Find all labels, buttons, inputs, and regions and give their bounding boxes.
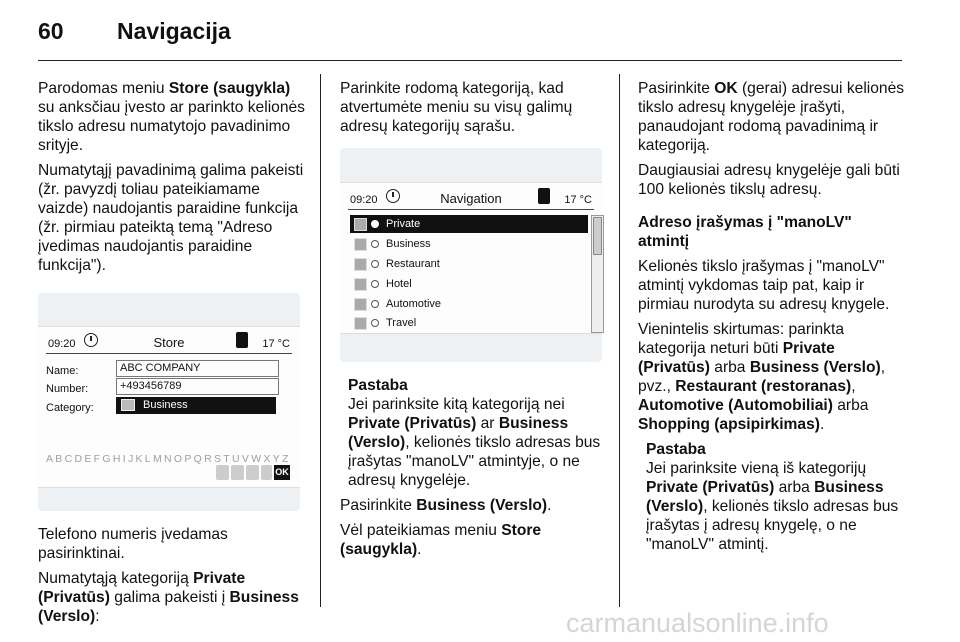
paragraph: Pasirinkite Business (Verslo). <box>340 497 552 514</box>
category-item-travel[interactable]: Travel <box>350 314 588 332</box>
paragraph: Kelionės tikslo įrašymas į "manoLV" atmintį vykdomas taip pat, kaip ir pirmiau nurodyta su adresų knygele. <box>638 258 890 313</box>
note-text: Jei parinksite vieną iš kategorijų Private (Privatūs) arba Business (Verslo), kelionės tikslo adresas bus įrašytas į adresų knygelę, o ne "manoLV" atmintį. <box>646 460 899 553</box>
paragraph: Numatytąją kategoriją Private (Privatūs) galima pakeisti į Business (Verslo): <box>38 570 299 625</box>
category-item-business[interactable]: Business <box>350 235 588 253</box>
category-icon <box>354 317 367 330</box>
category-icon <box>354 218 367 231</box>
column-1 <box>38 79 306 632</box>
clock-time: 09:20 <box>48 338 76 350</box>
paragraph: Parodomas meniu Store (saugykla) su anksčiau įvesto ar parinkto kelionės tikslo adresu numatytojo pavadinimo srityje. <box>38 80 305 154</box>
note <box>348 376 608 490</box>
column-divider-1 <box>320 74 321 607</box>
column-2 <box>340 79 608 565</box>
category-icon <box>354 298 367 311</box>
paragraph: Telefono numeris įvedamas pasirinktinai. <box>38 526 228 562</box>
category-item-private[interactable]: Private <box>350 215 588 233</box>
note <box>646 440 906 554</box>
paragraph: Parinkite rodomą kategoriją, kad atvertumėte meniu su visų galimų adresų kategorijų sąrašu. <box>340 80 573 135</box>
name-label: Name: <box>46 365 79 377</box>
paragraph: Pasirinkite OK (gerai) adresui kelionės tikslo adresų knygelėje įrašyti, panaudojant rodomą pavadinimą ir kategoriją. <box>638 80 905 154</box>
radio-icon <box>371 240 379 248</box>
category-selector[interactable]: Business <box>116 397 276 414</box>
temperature: 17 °C <box>564 194 592 206</box>
page-title: Navigacija <box>117 18 231 44</box>
radio-icon <box>371 220 379 228</box>
store-screenshot <box>38 293 300 511</box>
number-label: Number: <box>46 383 89 395</box>
column-3 <box>638 79 906 560</box>
temperature: 17 °C <box>262 338 290 350</box>
number-field[interactable]: +493456789 <box>116 378 279 395</box>
alphabet-keys[interactable]: ABCDEFGHIJKLMNOPQRSTUVWXYZ <box>46 453 291 465</box>
clock-time: 09:20 <box>350 194 378 206</box>
category-icon <box>121 399 135 411</box>
radio-icon <box>371 300 379 308</box>
store-screen <box>38 326 300 488</box>
footer-watermark: carmanualsonline.info <box>566 608 829 638</box>
note-title: Pastaba <box>348 377 408 394</box>
scrollbar[interactable] <box>591 215 604 333</box>
category-item-hotel[interactable]: Hotel <box>350 275 588 293</box>
category-row <box>46 397 276 414</box>
radio-icon <box>371 260 379 268</box>
radio-icon <box>371 319 379 327</box>
header-rule <box>38 60 902 61</box>
shift-icon[interactable] <box>216 465 229 480</box>
keyboard-mode-icon[interactable] <box>261 465 272 480</box>
navigation-screen <box>340 182 602 334</box>
category-item-automotive[interactable]: Automotive <box>350 295 588 313</box>
name-row <box>46 360 276 377</box>
section-heading: Adreso įrašymas į "manoLV" atmintį <box>638 214 852 250</box>
page-number: 60 <box>38 18 64 44</box>
backspace-icon[interactable] <box>246 465 259 480</box>
thermometer-icon <box>236 332 248 348</box>
status-bar <box>46 331 292 354</box>
ok-button[interactable]: OK <box>274 465 290 480</box>
paragraph: Vėl pateikiamas meniu Store (saugykla). <box>340 522 542 558</box>
category-icon <box>354 258 367 271</box>
screen-title: Store <box>153 335 185 350</box>
cursor-arrows-icon[interactable] <box>231 465 244 480</box>
note-title: Pastaba <box>646 441 706 458</box>
name-field[interactable]: ABC COMPANY <box>116 360 279 377</box>
category-item-restaurant[interactable]: Restaurant <box>350 255 588 273</box>
column-divider-2 <box>619 74 620 607</box>
radio-icon <box>371 280 379 288</box>
number-row <box>46 378 276 395</box>
status-bar <box>348 187 594 210</box>
category-icon <box>354 238 367 251</box>
screen-title: Navigation <box>440 191 502 206</box>
paragraph: Daugiausiai adresų knygelėje gali būti 100 kelionės tikslų adresų. <box>638 162 900 198</box>
thermometer-icon <box>538 188 550 204</box>
navigation-screenshot <box>340 148 602 362</box>
paragraph: Vienintelis skirtumas: parinkta kategorija neturi būti Private (Privatūs) arba Business (Verslo), pvz., Restaurant (restoranas), Automotive (Automobiliai) arba Shopping (apsipirkimas). <box>638 321 886 433</box>
note-text: Jei parinksite kitą kategoriją nei Private (Privatūs) ar Business (Verslo), kelionės tikslo adresas bus įrašytas "manoLV" atmintyje, o ne adresų knygelėje. <box>348 396 601 489</box>
paragraph: Numatytąjį pavadinimą galima pakeisti (žr. pavyzdį toliau pateikiamame vaizde) naudojantis paraidine funkcija (žr. pirmiau pateiktą temą "Adreso įvedimas naudojantis paraidine funkcija"). <box>38 162 304 274</box>
category-label: Category: <box>46 402 94 414</box>
category-icon <box>354 278 367 291</box>
scrollbar-thumb[interactable] <box>593 217 602 255</box>
